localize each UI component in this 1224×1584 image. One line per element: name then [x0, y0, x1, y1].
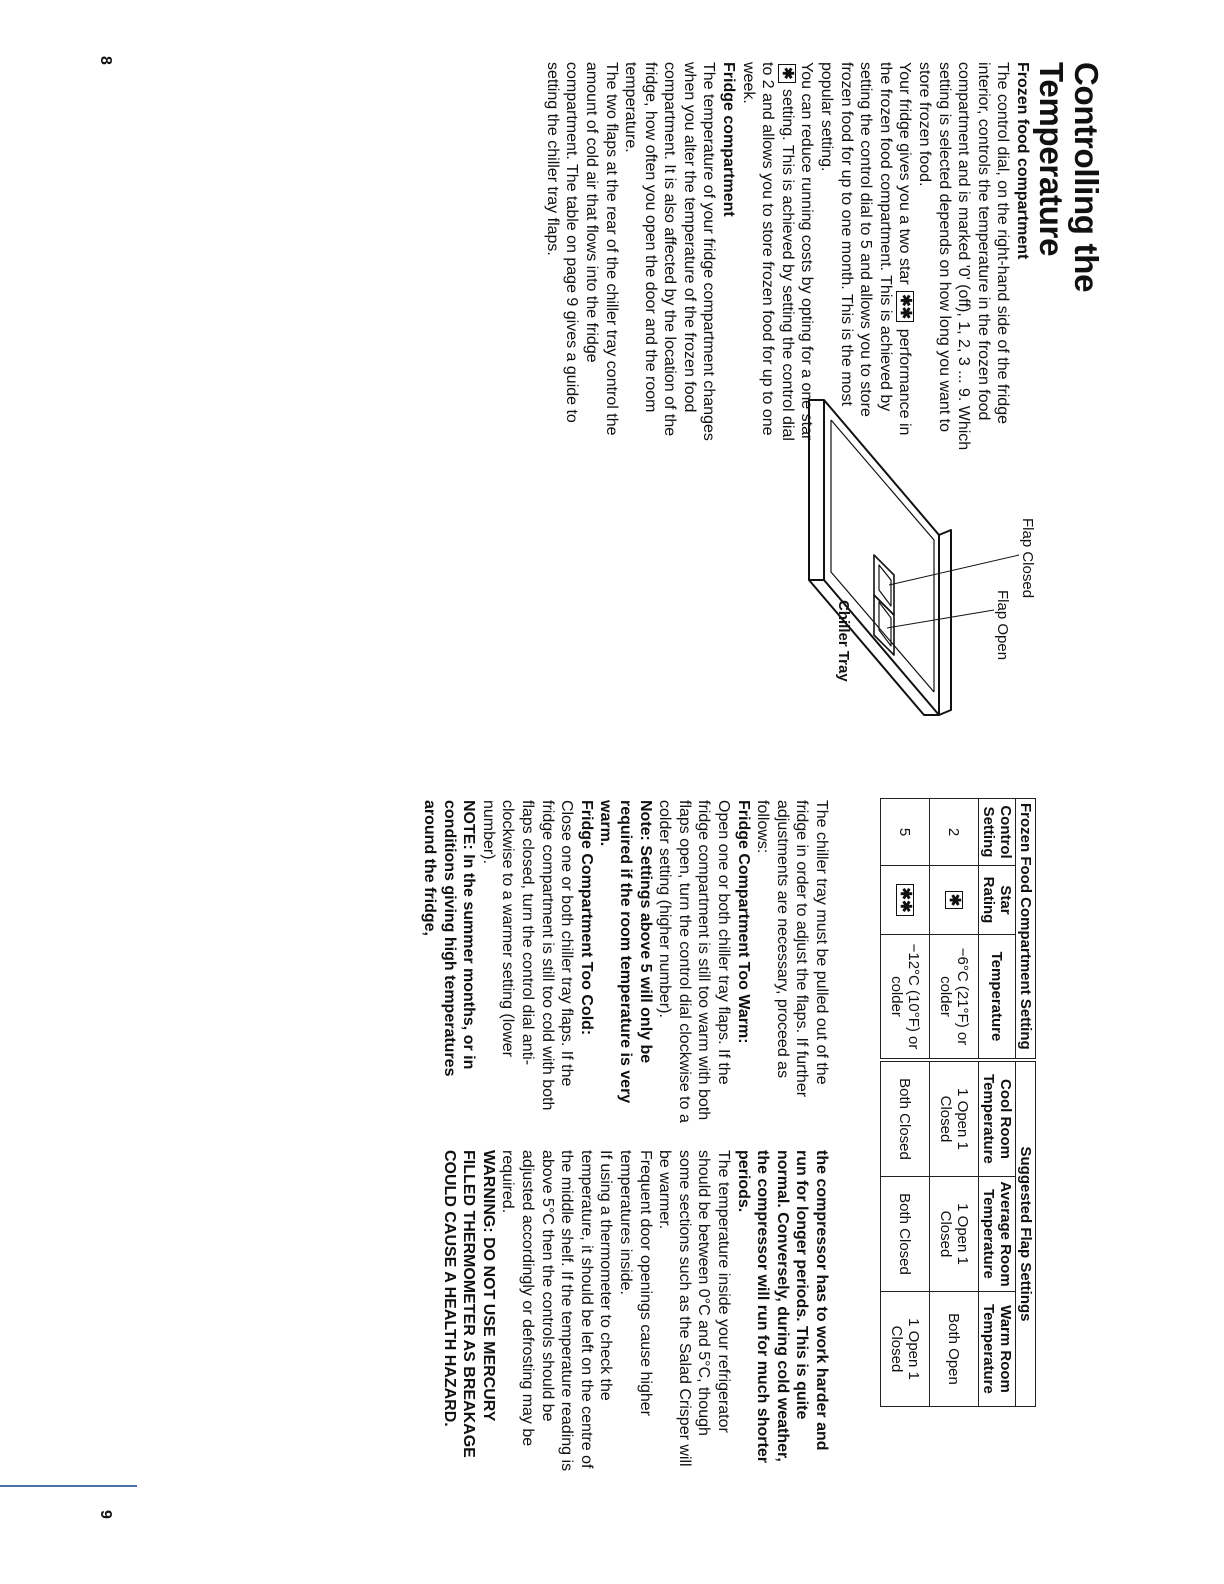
- page-number-left: 8: [97, 56, 114, 65]
- too-cold-heading: Fridge Compartment Too Cold:: [577, 800, 595, 1036]
- header-temperature: Temperature: [979, 935, 1016, 1059]
- settings-note: Note: Settings above 5 will only be required if the room temperature is very warm.: [597, 800, 654, 1104]
- cell-average: Both Closed: [881, 1177, 930, 1292]
- fridge-paragraph-1: The temperature of your fridge compartment changes when you alter the temperature of the frozen food compartment. It is also affected by the location of the fridge, how often you open the door and the room temperature.: [622, 62, 718, 441]
- chiller-tray-illustration: [799, 380, 1049, 740]
- table-caption-right: Suggested Flap Settings: [1016, 1062, 1036, 1407]
- footer-rule: [0, 1485, 137, 1487]
- flap-closed-leader: [889, 555, 1019, 585]
- chiller-tray-caption: Chiller Tray: [835, 600, 852, 682]
- cell-control: 2: [930, 799, 979, 866]
- cell-cool: 1 Open 1 Closed: [930, 1062, 979, 1177]
- fridge-paragraph-2: The two flaps at the rear of the chiller tray control the amount of cold air that flows into the fridge compartment. The table on page 9 gives a guide to setting the chiller tray flaps.: [543, 62, 620, 436]
- temperature-range-text: The temperature inside your refrigerator should be between 0°C and 5°C, though some sections such as the Salad Crisper will be warmer.: [656, 1150, 733, 1467]
- cell-warm: 1 Open 1 Closed: [881, 1292, 930, 1407]
- tray-front-edge: [809, 400, 824, 580]
- cell-average: 1 Open 1 Closed: [930, 1177, 979, 1292]
- right-page-column-2: [439, 1150, 831, 1472]
- frozen-paragraph-3a: You can reduce running costs by opting for a one star: [798, 62, 816, 441]
- one-star-icon: ✱: [778, 64, 796, 83]
- header-control-setting: Control Setting: [979, 799, 1016, 866]
- cell-control: 5: [881, 799, 930, 866]
- flap-open-leader: [887, 610, 994, 628]
- header-cool-room: Cool Room Temperature: [979, 1062, 1016, 1177]
- cell-temperature: −12°C (10°F) or colder: [881, 935, 930, 1059]
- flap-settings-table: [880, 798, 1036, 1407]
- page-title: Controlling the Temperature: [1033, 62, 1105, 293]
- header-warm-room: Warm Room Temperature: [979, 1292, 1016, 1407]
- door-openings-text: Frequent door openings cause higher temperatures inside.: [617, 1150, 654, 1416]
- header-star-rating: Star Rating: [979, 866, 1016, 935]
- cell-star: [881, 866, 930, 935]
- too-warm-heading: Fridge Compartment Too Warm:: [734, 800, 752, 1044]
- header-average-room: Average Room Temperature: [979, 1177, 1016, 1292]
- cell-cool: Both Closed: [881, 1062, 930, 1177]
- table-row: [881, 799, 930, 1407]
- one-star-icon: ✱: [945, 891, 963, 910]
- frozen-paragraph-2a: Your fridge gives you a two star: [896, 62, 914, 285]
- frozen-paragraph-3b: setting. This is achieved by setting the control dial to 2 and allows you to store frozen food for up to one week.: [739, 62, 796, 441]
- two-star-icon: ✱✱: [896, 291, 914, 322]
- flap-open-label: Flap Open: [994, 590, 1011, 661]
- cell-warm: Both Open: [930, 1292, 979, 1407]
- chiller-intro: The chiller tray must be pulled out of the fridge in order to adjust the flaps. If further adjustments are necessary, proceed as follows:: [754, 800, 830, 1098]
- thermometer-text: If using a thermometer to check the temperature, it should be left on the centre of the middle shelf. If the temperature reading is above 5°C then the controls should be adjusted accordingly or defrosting may be required.: [499, 1150, 615, 1472]
- fridge-heading: Fridge compartment: [720, 62, 738, 217]
- too-warm-text: Open one or both chiller tray flaps. If the fridge compartment is still too warm with both flaps open, turn the control dial clockwise to a colder setting (higher number).: [656, 800, 733, 1123]
- table-row: [930, 799, 979, 1407]
- frozen-paragraph-1: The control dial, on the right-hand side of the fridge interior, controls the temperature in the frozen food compartment and is marked '0' (off), 1, 2, 3 ... 9. Which setting is selected depends on how long you want to store frozen food.: [916, 62, 1012, 451]
- too-cold-text: Close one or both chiller tray flaps. If the fridge compartment is still too cold with both flaps closed, turn the control dial anti-clockwise to a warmer setting (lower number).: [479, 800, 576, 1111]
- flap-closed-label: Flap Closed: [1019, 518, 1036, 599]
- frozen-heading: Frozen food compartment: [1014, 62, 1031, 260]
- cell-temperature: −6°C (21°F) or colder: [930, 935, 979, 1059]
- page-number-right: 9: [97, 1510, 114, 1519]
- cell-star: [930, 866, 979, 935]
- summer-note: NOTE: In the summer months, or in conditions giving high temperatures around the fridge,: [421, 800, 478, 1077]
- summer-note-continued: the compressor has to work harder and run for longer periods. This is quite normal. Conversely, during cold weather, the compressor will run for much shorter periods.: [734, 1150, 830, 1463]
- mercury-warning: WARNING: DO NOT USE MERCURY FILLED THERMOMETER AS BREAKAGE COULD CAUSE A HEALTH HAZARD.: [440, 1150, 497, 1458]
- tray-rear-rail: [939, 530, 951, 715]
- two-star-icon: ✱✱: [896, 884, 914, 915]
- right-page-column-1: [420, 800, 831, 1125]
- frozen-paragraph-2b: performance in the frozen food compartment. This is achieved by setting the control dial to 5 and allows you to store frozen food for up to one month. This is the most popular setting.: [818, 62, 914, 436]
- table-caption-left: Frozen Food Compartment Setting: [1016, 799, 1036, 1059]
